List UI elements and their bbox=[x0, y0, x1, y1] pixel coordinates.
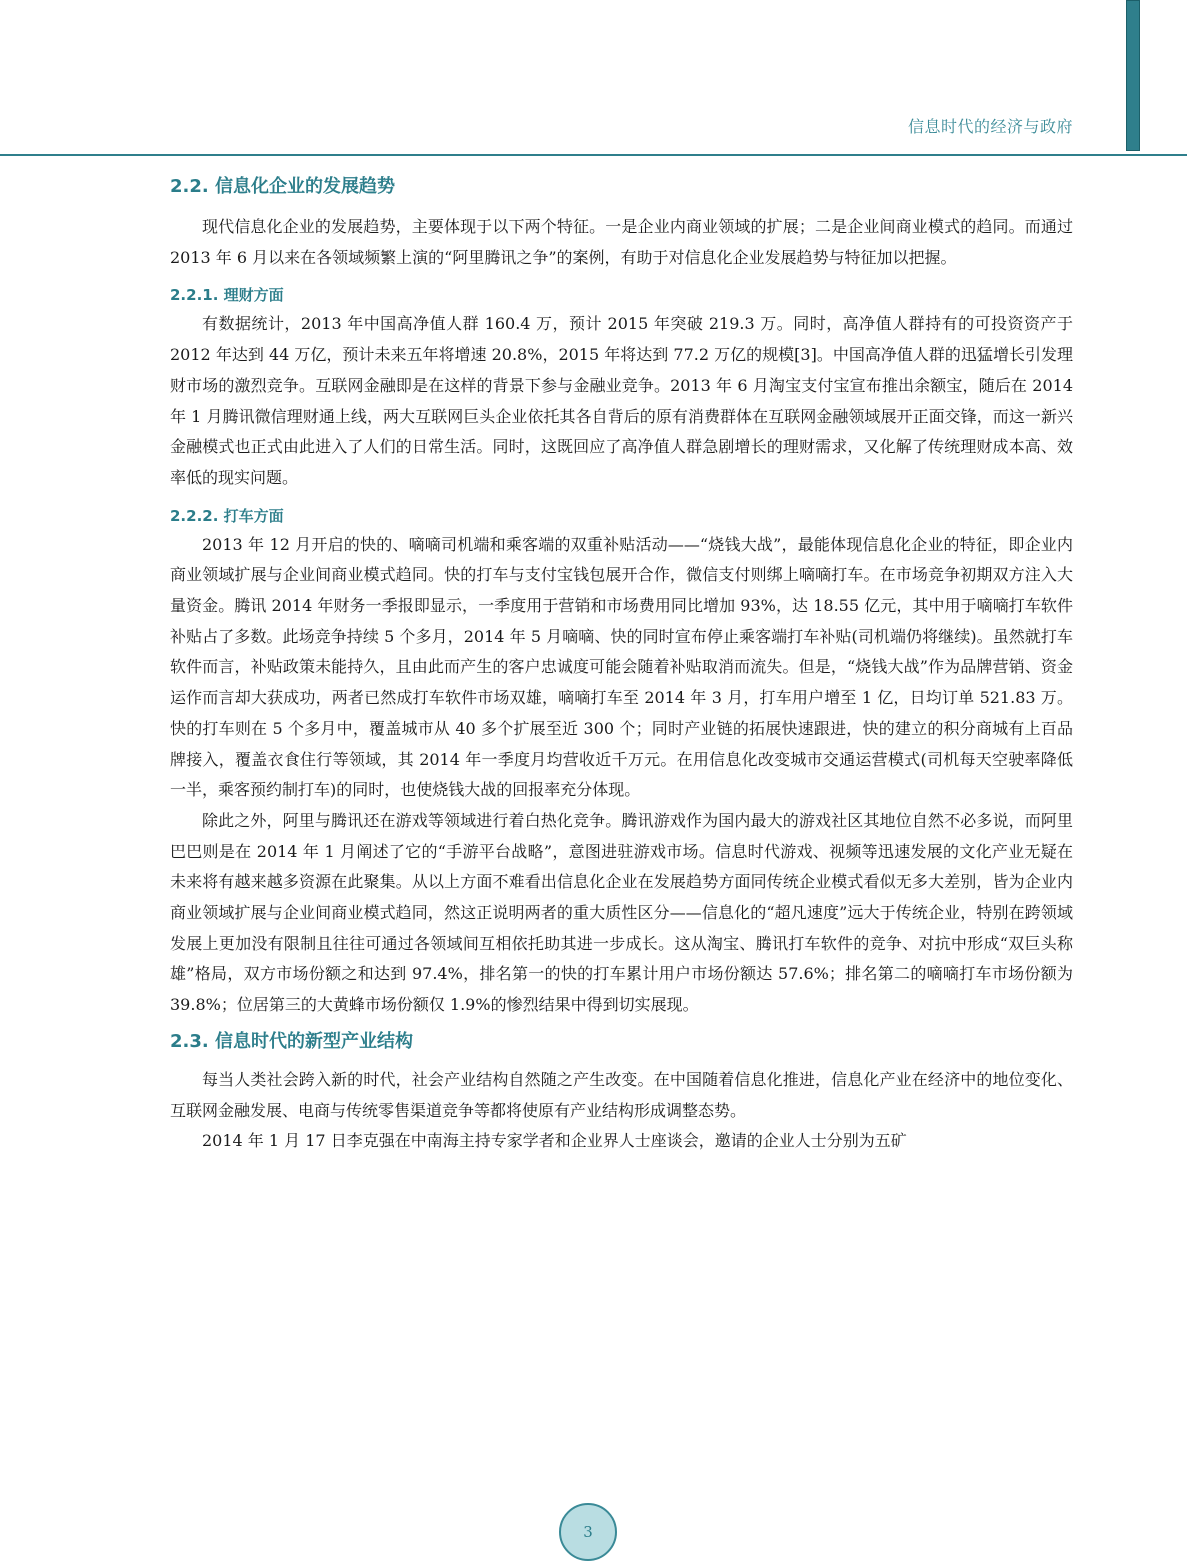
section-heading-2-2: 2.2. 信息化企业的发展趋势 bbox=[170, 176, 395, 197]
paragraph-2-3-a: 每当人类社会跨入新的时代，社会产业结构自然随之产生改变。在中国随着信息化推进，信息化产业在经济中的地位变化、互联网金融发展、电商与传统零售渠道竞争等都将使原有产业结构形成调整态势。 bbox=[170, 1069, 1073, 1120]
section-heading-2-2-2: 2.2.2. 打车方面 bbox=[170, 506, 284, 525]
paragraph-2-2-intro: 现代信息化企业的发展趋势，主要体现于以下两个特征。一是企业内商业领域的扩展；二是企业间商业模式的趋同。而通过 2013 年 6 月以来在各领域频繁上演的“阿里腾讯之争”的案例，有助于对信息化企业发展趋势与特征加以把握。 bbox=[170, 217, 1073, 267]
page-number-badge bbox=[559, 1503, 617, 1561]
paragraph-2-3-b: 2014 年 1 月 17 日李克强在中南海主持专家学者和企业界人士座谈会，邀请的企业人士分别为五矿 bbox=[202, 1131, 907, 1151]
page-content bbox=[170, 172, 1073, 1157]
paragraph-2-2-2-b: 除此之外，阿里与腾讯还在游戏等领域进行着白热化竞争。腾讯游戏作为国内最大的游戏社区其地位自然不必多说，而阿里巴巴则是在 2014 年 1 月阐述了它的“手游平台战略”，意图进驻游戏市场。信息时代游戏、视频等迅速发展的文化产业无疑在未来将有越来越多资源在此聚集。从以上方面不难看出信息化企业在发展趋势方面同传统企业模式看似无多大差别，皆为企业内商业领域扩展与企业间商业模式趋同，然这正说明两者的重大质性区分——信息化的“超凡速度”远大于传统企业，特别在跨领域发展上更加没有限制且往往可通过各领域间互相依托助其进一步成长。这从淘宝、腾讯打车软件的竞争、对抗中形成“双巨头称雄”格局，双方市场份额之和达到 97.4%，排名第一的快的打车累计用户市场份额达 57.6%；排名第二的嘀嘀打车市场份额为 39.8%；位居第三的大黄蜂市场份额仅 1.9%的惨烈结果中得到切实展现。 bbox=[170, 810, 1073, 1015]
section-heading-2-3: 2.3. 信息时代的新型产业结构 bbox=[170, 1030, 413, 1052]
paragraph-2-2-2-a: 2013 年 12 月开启的快的、嘀嘀司机端和乘客端的双重补贴活动——“烧钱大战”，最能体现信息化企业的特征，即企业内商业领域扩展与企业间商业模式趋同。快的打车与支付宝钱包展开合作，微信支付则绑上嘀嘀打车。在市场竞争初期双方注入大量资金。腾讯 2014 年财务一季报即显示，一季度用于营销和市场费用同比增加 93%，达 18.55 亿元，其中用于嘀嘀打车软件补贴占了多数。此场竞争持续 5 个多月，2014 年 5 月嘀嘀、快的同时宣布停止乘客端打车补贴(司机端仍将继续)。虽然就打车软件而言，补贴政策未能持久，且由此而产生的客户忠诚度可能会随着补贴取消而流失。但是，“烧钱大战”作为品牌营销、资金运作而言却大获成功，两者已然成打车软件市场双雄，嘀嘀打车至 2014 年 3 月，打车用户增至 1 亿，日均订单 521.83 万。快的打车则在 5 个多月中，覆盖城市从 40 多个扩展至近 300 个；同时产业链的拓展快速跟进，快的建立的积分商城有上百品牌接入，覆盖衣食住行等领域，其 2014 年一季度月均营收近千万元。在用信息化改变城市交通运营模式(司机每天空驶率降低一半，乘客预约制打车)的同时，也使烧钱大战的回报率充分体现。 bbox=[170, 534, 1073, 800]
header-rule bbox=[0, 154, 1187, 156]
header-side-bar bbox=[1126, 0, 1140, 151]
running-title: 信息时代的经济与政府 bbox=[907, 117, 1073, 136]
paragraph-2-2-1: 有数据统计，2013 年中国高净值人群 160.4 万，预计 2015 年突破 219.3 万。同时，高净值人群持有的可投资资产于 2012 年达到 44 万亿，预计未来五年将增速 20.8%，2015 年将达到 77.2 万亿的规模[3]。中国高净值人群的迅猛增长引发理财市场的激烈竞争。互联网金融即是在这样的背景下参与金融业竞争。2013 年 6 月淘宝支付宝宣布推出余额宝，随后在 2014 年 1 月腾讯微信理财通上线，两大互联网巨头企业依托其各自背后的原有消费群体在互联网金融领域展开正面交锋，而这一新兴金融模式也正式由此进入了人们的日常生活。同时，这既回应了高净值人群急剧增长的理财需求，又化解了传统理财成本高、效率低的现实问题。 bbox=[170, 314, 1073, 487]
page-number: 3 bbox=[583, 1523, 593, 1541]
section-heading-2-2-1: 2.2.1. 理财方面 bbox=[170, 286, 284, 305]
